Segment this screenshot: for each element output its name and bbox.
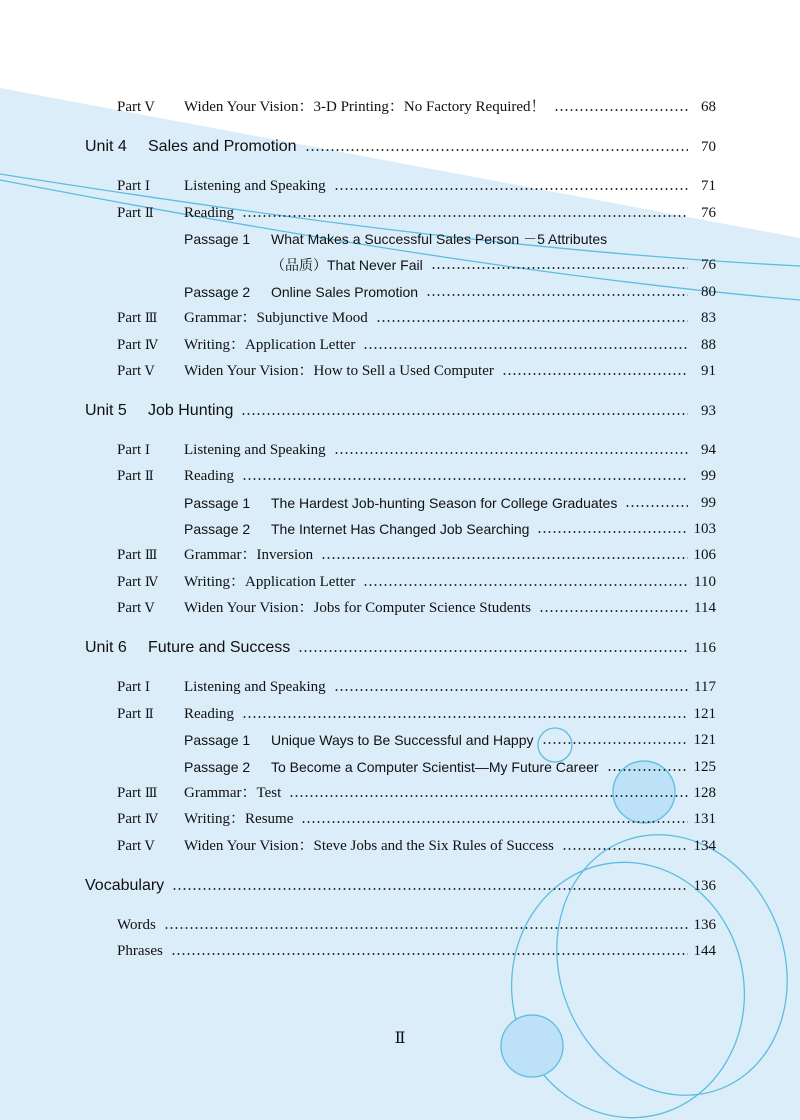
toc-label: Part Ⅴ [117, 600, 155, 616]
toc-entry-part [0, 677, 800, 697]
toc-label: Passage 1 [184, 732, 251, 748]
toc-entry-part [0, 545, 800, 565]
toc-page-number: 71 [701, 178, 716, 194]
toc-title: Widen Your Vision：Steve Jobs and the Six Rules of Success [184, 838, 554, 854]
toc-leader-dots [537, 519, 688, 539]
toc-leader-dots [305, 137, 688, 157]
toc-leader-dots [431, 255, 688, 275]
toc-title: Writing：Application Letter [184, 574, 356, 590]
toc-entry-part [0, 176, 800, 196]
toc-entry-unit [0, 401, 800, 421]
toc-page-number: 110 [694, 574, 716, 590]
toc-page-number: 117 [694, 679, 716, 695]
toc-leader-dots [241, 401, 688, 421]
toc-leader-dots [242, 203, 688, 223]
toc-label: Part Ⅳ [117, 574, 158, 590]
toc-label: Part Ⅰ [117, 442, 151, 458]
toc-title: Job Hunting [148, 402, 234, 419]
toc-title: Widen Your Vision：How to Sell a Used Computer [184, 363, 494, 379]
toc-page-number: 76 [701, 257, 716, 273]
toc-label: Unit 4 [85, 138, 127, 155]
toc-page-number: 103 [693, 521, 716, 537]
toc-leader-dots [321, 545, 688, 565]
toc-leader-dots [502, 361, 688, 381]
toc-title: Future and Success [148, 639, 291, 656]
toc-page-number: 83 [701, 310, 716, 326]
toc-title: Reading [184, 706, 234, 722]
toc-title: Widen Your Vision：Jobs for Computer Science Students [184, 600, 531, 616]
toc-leader-dots [164, 915, 688, 935]
page-number: Ⅱ [394, 1028, 406, 1047]
toc-leader-dots [289, 783, 688, 803]
toc-label: Part Ⅱ [117, 205, 154, 221]
toc-page-number: 114 [694, 600, 716, 616]
toc-page-number: 99 [701, 468, 716, 484]
toc-leader-dots [363, 572, 688, 592]
toc-entry-part [0, 783, 800, 803]
toc-title: Grammar：Test [184, 785, 282, 801]
toc-label: Unit 6 [85, 639, 127, 656]
toc-entry-passage [0, 229, 800, 249]
toc-title: Unique Ways to Be Successful and Happy [271, 732, 534, 748]
toc-entry-unit [0, 876, 800, 896]
toc-entry-passage [0, 519, 800, 539]
toc-label: Part Ⅱ [117, 706, 154, 722]
toc-page-number: 121 [693, 732, 716, 748]
toc-page-number: 144 [693, 943, 716, 959]
toc-label: Part Ⅴ [117, 363, 155, 379]
toc-leader-dots [542, 730, 688, 750]
toc-entry-part [0, 308, 800, 328]
toc-title: The Internet Has Changed Job Searching [271, 521, 530, 537]
toc-entry-passage [0, 757, 800, 777]
toc-title: Vocabulary [85, 877, 165, 894]
toc-title: （品质）That Never Fail [271, 257, 423, 273]
toc-leader-dots [242, 704, 688, 724]
toc-entry-cont [0, 255, 800, 275]
toc-leader-dots [426, 282, 688, 302]
toc-leader-dots [298, 638, 688, 658]
toc-entry-part [0, 598, 800, 618]
toc-page-number: 68 [701, 99, 716, 115]
toc-title: Writing：Application Letter [184, 337, 356, 353]
toc-page-number: 134 [693, 838, 716, 854]
toc-page-number: 106 [693, 547, 716, 563]
toc-leader-dots [334, 176, 688, 196]
toc-entry-passage [0, 730, 800, 750]
toc-leader-dots [334, 677, 688, 697]
toc-title: Listening and Speaking [184, 178, 326, 194]
toc-label: Part Ⅴ [117, 99, 155, 115]
toc-title: Listening and Speaking [184, 442, 326, 458]
toc-leader-dots [363, 335, 688, 355]
toc-title: Words [117, 917, 156, 933]
toc-entry-part [0, 361, 800, 381]
toc-leader-dots [301, 809, 688, 829]
toc-entry-part [0, 97, 800, 117]
toc-leader-dots [562, 836, 688, 856]
toc-title: To Become a Computer Scientist—My Future Career [271, 759, 599, 775]
toc-entry-sub [0, 915, 800, 935]
toc-label: Passage 1 [184, 495, 251, 511]
toc-label: Passage 2 [184, 284, 251, 300]
toc-page-number: 136 [693, 878, 716, 894]
toc-entry-part [0, 809, 800, 829]
toc-leader-dots [607, 757, 688, 777]
toc-title: Sales and Promotion [148, 138, 297, 155]
toc-label: Passage 2 [184, 759, 251, 775]
toc-label: Part Ⅲ [117, 785, 158, 801]
toc-leader-dots [539, 598, 688, 618]
toc-entry-part [0, 572, 800, 592]
toc-leader-dots [171, 941, 688, 961]
toc-page-number: 125 [693, 759, 716, 775]
toc-label: Part Ⅲ [117, 310, 158, 326]
toc-label: Passage 2 [184, 521, 251, 537]
toc-title: The Hardest Job-hunting Season for College Graduates [271, 495, 618, 511]
toc-entry-part [0, 203, 800, 223]
toc-title: Reading [184, 468, 234, 484]
toc-page-number: 99 [701, 495, 716, 511]
toc-page-number: 131 [693, 811, 716, 827]
toc-title: Phrases [117, 943, 163, 959]
toc-title: Widen Your Vision：3-D Printing：No Factory Required！ [184, 99, 546, 115]
toc-title: Grammar：Inversion [184, 547, 314, 563]
toc-leader-dots [172, 876, 688, 896]
toc-label: Part Ⅰ [117, 178, 151, 194]
toc-entry-part [0, 440, 800, 460]
toc-entry-part [0, 704, 800, 724]
toc-title: Reading [184, 205, 234, 221]
toc-page-number: 91 [701, 363, 716, 379]
toc-leader-dots [242, 466, 688, 486]
toc-page-number: 76 [701, 205, 716, 221]
toc-entry-passage [0, 282, 800, 302]
toc-label: Part Ⅲ [117, 547, 158, 563]
toc-page-number: 70 [701, 139, 716, 155]
toc-page-number: 116 [694, 640, 716, 656]
toc-leader-dots [376, 308, 688, 328]
toc-label: Part Ⅱ [117, 468, 154, 484]
toc-label: Part Ⅳ [117, 337, 158, 353]
toc-label: Passage 1 [184, 231, 251, 247]
toc-entry-passage [0, 493, 800, 513]
toc-label: Part Ⅳ [117, 811, 158, 827]
toc-entry-unit [0, 638, 800, 658]
toc-page-number: 88 [701, 337, 716, 353]
toc-leader-dots [625, 493, 688, 513]
toc-title: Listening and Speaking [184, 679, 326, 695]
toc-title: What Makes a Successful Sales Person －5 Attributes [271, 231, 608, 247]
toc-entry-part [0, 836, 800, 856]
toc-leader-dots [334, 440, 688, 460]
toc-page-number: 121 [693, 706, 716, 722]
toc-page-number: 94 [701, 442, 716, 458]
toc-entry-sub [0, 941, 800, 961]
toc-leader-dots [554, 97, 688, 117]
toc-title: Writing：Resume [184, 811, 294, 827]
toc-page-number: 93 [701, 403, 716, 419]
toc-page-number: 136 [693, 917, 716, 933]
toc-entry-unit [0, 137, 800, 157]
toc-label: Part Ⅴ [117, 838, 155, 854]
toc-title: Online Sales Promotion [271, 284, 419, 300]
toc-entry-part [0, 466, 800, 486]
toc-label: Part Ⅰ [117, 679, 151, 695]
toc-title: Grammar：Subjunctive Mood [184, 310, 368, 326]
toc-label: Unit 5 [85, 402, 127, 419]
toc-entry-part [0, 335, 800, 355]
toc-page-number: 128 [693, 785, 716, 801]
toc-page-number: 80 [701, 284, 716, 300]
